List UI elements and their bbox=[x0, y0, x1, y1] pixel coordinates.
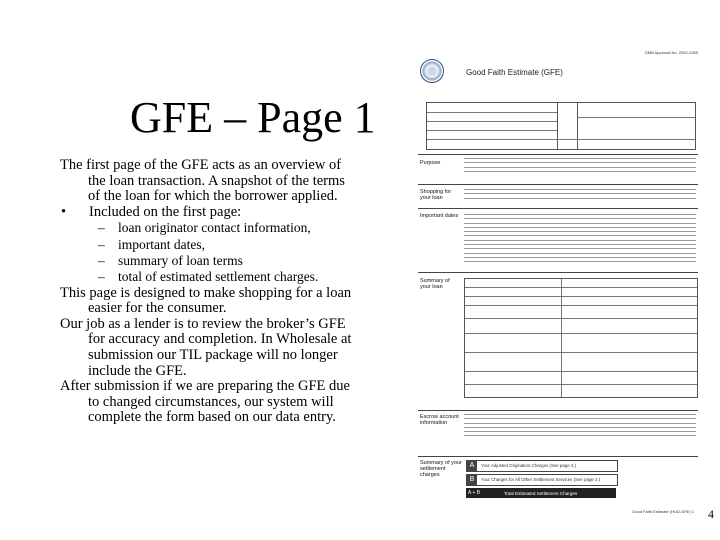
total-settlement-row: A + B Total Estimated Settlement Charges bbox=[466, 488, 616, 498]
settlement-label: Summary of your settlement charges bbox=[420, 460, 462, 478]
hud-seal-icon bbox=[420, 59, 444, 83]
shopping-label: Shopping for your loan bbox=[420, 189, 452, 201]
document-title: Good Faith Estimate (GFE) bbox=[466, 68, 563, 77]
sub-item: – important dates, bbox=[98, 236, 205, 252]
sub-item: – summary of loan terms bbox=[98, 252, 243, 268]
summary-row-a: A Your Adjusted Origination Charges (See page 2.) bbox=[466, 460, 618, 472]
summary-label: Summary of your loan bbox=[420, 278, 450, 290]
slide-body bbox=[60, 158, 360, 426]
sub-item: – total of estimated settlement charges. bbox=[98, 269, 319, 285]
sub-item: – loan originator contact information, bbox=[98, 220, 311, 236]
document-footer: Good Faith Estimate (HUD-GFE) 1 bbox=[632, 509, 694, 514]
slide-title: GFE – Page 1 bbox=[130, 93, 376, 142]
purpose-label: Purpose bbox=[420, 160, 441, 166]
gfe-document-thumbnail bbox=[414, 48, 702, 524]
page-number: 4 bbox=[708, 507, 714, 521]
closing-paragraph: Our job as a lender is to review the broker’s GFE for accuracy and completion. In Wholesale at submission our TIL package will no longer include the GFE. bbox=[60, 315, 352, 379]
omb-number: OMB Approval No. 2502-0265 bbox=[644, 50, 698, 55]
dates-label: Important dates bbox=[420, 213, 459, 219]
escrow-label: Escrow account information bbox=[420, 414, 459, 426]
bullet-text: Included on the first page: bbox=[89, 203, 242, 220]
summary-row-b: B Your Charges for All Other Settlement Services (See page 2.) bbox=[466, 474, 618, 486]
loan-summary-table bbox=[464, 278, 698, 398]
intro-paragraph: The first page of the GFE acts as an overview of the loan transaction. A snapshot of the terms of the loan for which the borrower applied. bbox=[60, 157, 345, 205]
closing-paragraph: After submission if we are preparing the GFE due to changed circumstances, our system will complete the form based on our data entry. bbox=[60, 378, 350, 426]
header-fields bbox=[426, 102, 696, 150]
bullet-mark: • bbox=[61, 203, 67, 220]
closing-paragraph: This page is designed to make shopping for a loan easier for the consumer. bbox=[60, 284, 352, 317]
bullet-item bbox=[60, 205, 360, 221]
